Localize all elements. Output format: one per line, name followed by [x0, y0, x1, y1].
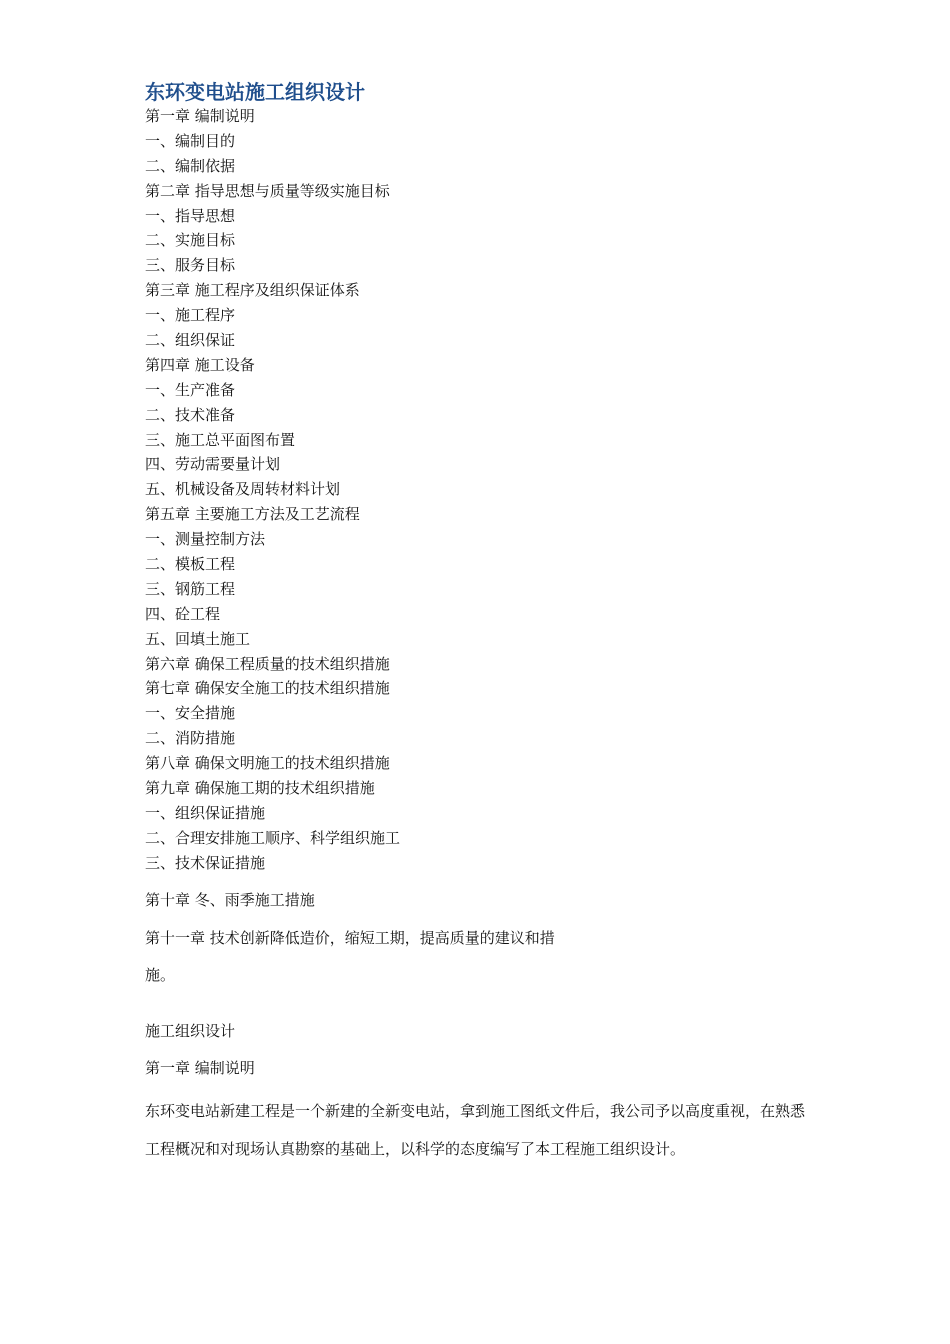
toc-item: 一、安全措施	[145, 704, 236, 723]
toc-chapter-10: 第十章 冬、雨季施工措施	[145, 891, 315, 909]
toc-item: 第一章 编制说明	[145, 107, 255, 125]
toc-item: 一、指导思想	[145, 206, 236, 225]
toc-item: 第二章 指导思想与质量等级实施目标	[145, 181, 390, 200]
toc-item: 二、技术准备	[145, 405, 236, 424]
toc-item: 第九章 确保施工期的技术组织措施	[145, 779, 375, 798]
toc-item: 第六章 确保工程质量的技术组织措施	[145, 654, 390, 673]
toc-item: 一、组织保证措施	[145, 803, 266, 822]
toc-item: 三、服务目标	[145, 256, 236, 275]
toc-item: 第四章 施工设备	[145, 355, 255, 374]
toc-item: 二、合理安排施工顺序、科学组织施工	[145, 828, 401, 847]
intro-paragraph: 东环变电站新建工程是一个新建的全新变电站，拿到施工图纸文件后，我公司予以高度重视，在熟悉工程概况和对现场认真勘察的基础上，以科学的态度编写了本工程施工组织设计。	[145, 1102, 806, 1158]
toc-item: 一、编制目的	[145, 131, 236, 150]
toc-item: 一、施工程序	[145, 306, 236, 325]
toc-chapter-11-line-2: 施。	[145, 966, 176, 984]
toc-item: 三、钢筋工程	[145, 579, 236, 598]
toc-item: 一、生产准备	[145, 380, 236, 399]
toc-item: 二、消防措施	[145, 729, 236, 748]
chapter-1-heading: 第一章 编制说明	[145, 1059, 255, 1077]
toc-item: 四、砼工程	[145, 604, 221, 623]
toc-item: 二、模板工程	[145, 555, 236, 574]
toc-item: 二、实施目标	[145, 231, 236, 250]
section-heading: 施工组织设计	[145, 1022, 236, 1040]
toc-item: 三、施工总平面图布置	[145, 430, 296, 449]
toc-item: 二、编制依据	[145, 156, 236, 175]
toc-item: 第三章 施工程序及组织保证体系	[145, 281, 360, 300]
toc-item: 五、机械设备及周转材料计划	[145, 480, 341, 499]
document-title: 东环变电站施工组织设计	[145, 80, 365, 104]
toc-item: 第八章 确保文明施工的技术组织措施	[145, 754, 390, 773]
toc-item: 第七章 确保安全施工的技术组织措施	[145, 679, 390, 698]
toc-item: 五、回填土施工	[145, 629, 251, 648]
toc-item: 第五章 主要施工方法及工艺流程	[145, 505, 360, 524]
toc-item: 四、劳动需要量计划	[145, 455, 281, 474]
toc-item: 三、技术保证措施	[145, 853, 266, 872]
toc-item: 二、组织保证	[145, 331, 236, 350]
table-of-contents	[145, 104, 400, 876]
toc-chapter-11-line-1: 第十一章 技术创新降低造价，缩短工期，提高质量的建议和措	[145, 929, 555, 947]
toc-item: 一、测量控制方法	[145, 530, 266, 549]
